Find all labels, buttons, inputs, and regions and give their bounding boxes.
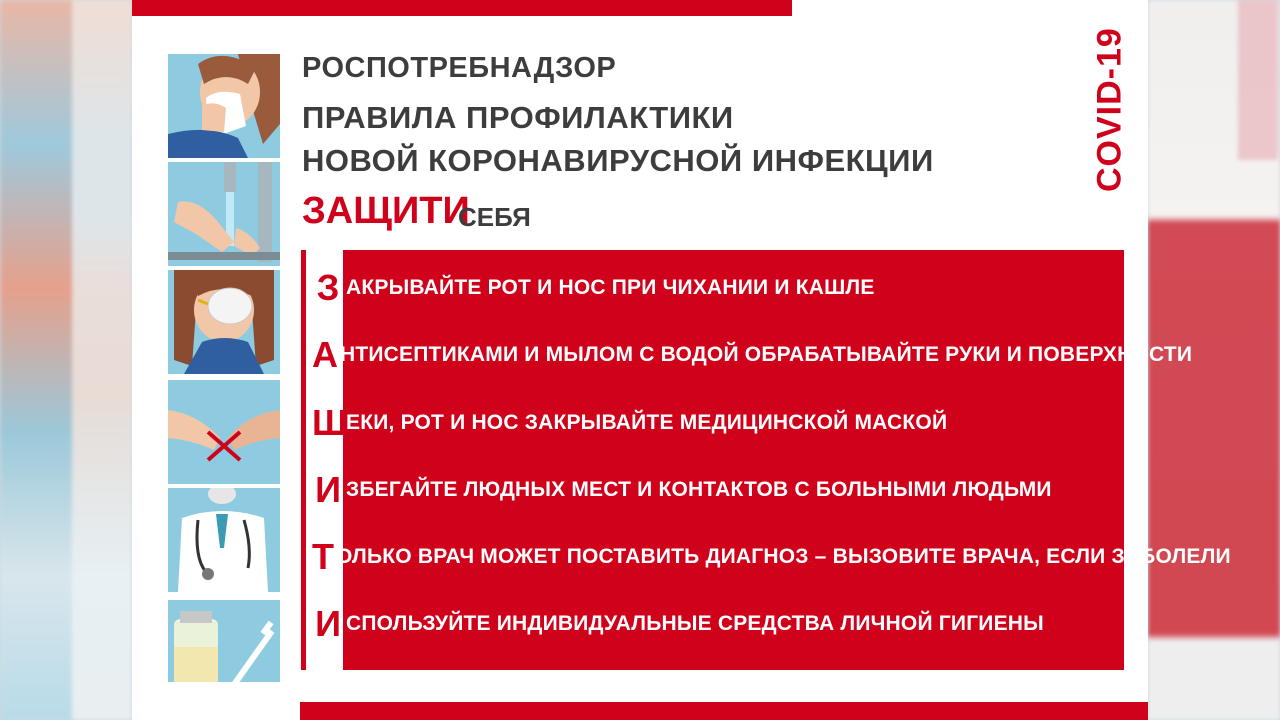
- no-handshake-icon: [168, 380, 280, 484]
- covid-side-label: COVID-19: [1090, 27, 1129, 193]
- rule-initial-letter: А: [312, 334, 338, 375]
- bottom-accent-bar: [300, 702, 1148, 720]
- rule-item: [312, 330, 1193, 380]
- sneeze-icon: [168, 54, 280, 158]
- title-line-2: НОВОЙ КОРОНАВИРУСНОЙ ИНФЕКЦИИ: [302, 143, 934, 178]
- rules-left-rule: [301, 250, 306, 670]
- rule-item: [312, 532, 1231, 582]
- rule-initial-letter: И: [315, 469, 341, 510]
- self-heading: СЕБЯ: [458, 202, 531, 232]
- rule-text: ЗБЕГАЙТЕ ЛЮДНЫХ МЕСТ И КОНТАКТОВ С БОЛЬНЫМИ ЛЮДЬМИ: [346, 478, 1052, 501]
- rule-item: [312, 599, 1132, 649]
- title-line-1: ПРАВИЛА ПРОФИЛАКТИКИ: [302, 100, 734, 135]
- handwash-icon: [168, 162, 280, 266]
- doctor-icon: [168, 488, 280, 592]
- protect-heading: ЗАЩИТИ: [302, 190, 470, 232]
- rule-text: СПОЛЬЗУЙТЕ ИНДИВИДУАЛЬНЫЕ СРЕДСТВА ЛИЧНОЙ ГИГИЕНЫ: [346, 612, 1044, 635]
- hygiene-items-icon: [168, 600, 280, 682]
- top-accent-bar: [132, 0, 792, 16]
- rule-item: [312, 398, 1132, 448]
- organization-name: РОСПОТРЕБНАДЗОР: [302, 52, 617, 84]
- rule-text: НТИСЕПТИКАМИ И МЫЛОМ С ВОДОЙ ОБРАБАТЫВАЙТЕ РУКИ И ПОВЕРХНОСТИ: [340, 343, 1193, 366]
- illustration-strip: [168, 54, 280, 682]
- rule-text: ОЛЬКО ВРАЧ МОЖЕТ ПОСТАВИТЬ ДИАГНОЗ – ВЫЗОВИТЕ ВРАЧА, ЕСЛИ ЗАБОЛЕЛИ: [336, 545, 1231, 568]
- blurred-background-left: [0, 0, 132, 720]
- infographic-card: [132, 0, 1231, 720]
- rule-text: ЕКИ, РОТ И НОС ЗАКРЫВАЙТЕ МЕДИЦИНСКОЙ МАСКОЙ: [346, 411, 948, 434]
- rule-initial-letter: З: [316, 267, 340, 308]
- blurred-tag: [1238, 0, 1278, 160]
- rule-initial-letter: Т: [312, 536, 334, 577]
- face-mask-icon: [168, 270, 280, 374]
- rule-item: [312, 465, 1132, 515]
- rule-text: АКРЫВАЙТЕ РОТ И НОС ПРИ ЧИХАНИИ И КАШЛЕ: [346, 276, 875, 299]
- rule-initial-letter: И: [315, 603, 341, 644]
- rule-initial-letter: Щ: [312, 402, 349, 443]
- rule-item: [312, 263, 1132, 313]
